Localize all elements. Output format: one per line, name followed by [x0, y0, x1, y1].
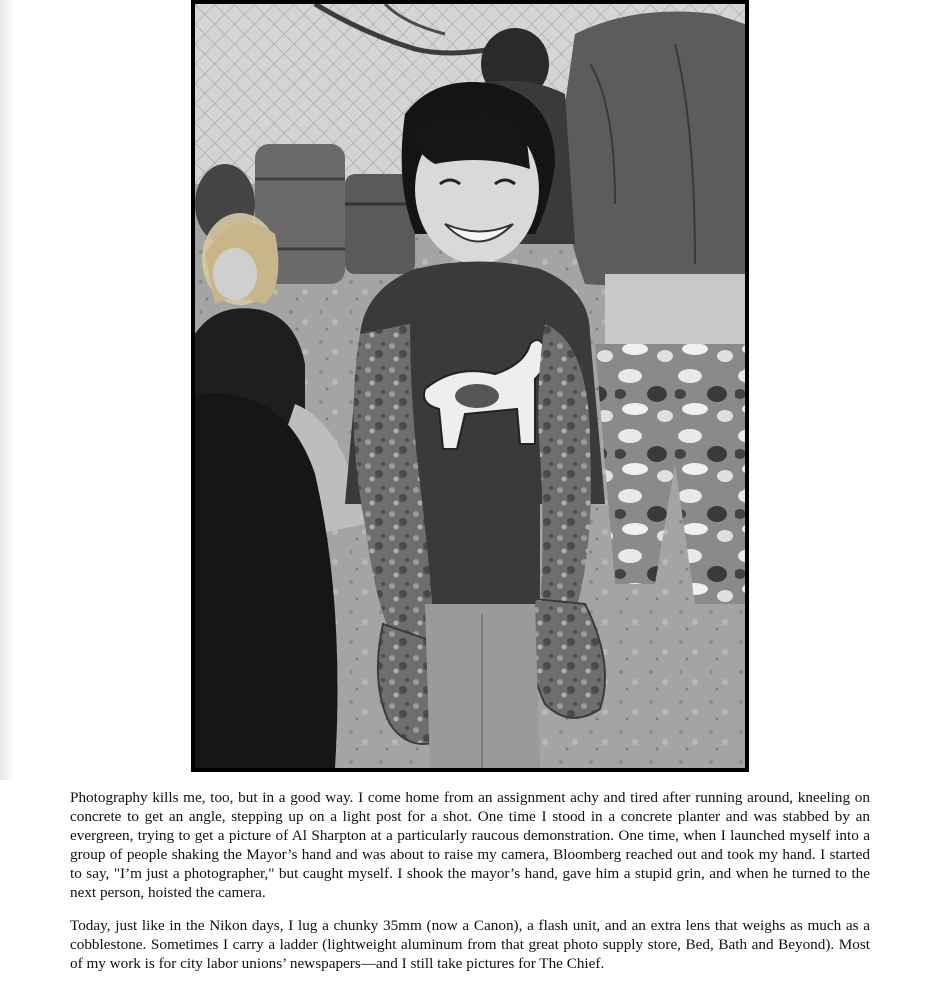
page-edge-shadow	[0, 0, 14, 780]
photo-frame	[191, 0, 749, 772]
paragraph: Photography kills me, too, but in a good way. I come home from an assignment achy and tired after running around, kneeling on concrete to get an angle, stepping up on a light post for a shot. One time I stood in a concrete planter and was stabbed by an evergreen, trying to get a picture of Al Sharpton at a particularly raucous demonstration. One time, when I launched myself into a group of people shaking the Mayor’s hand and was about to raise my camera, Bloomberg reached out and took my hand. I started to say, "I’m just a photographer," but caught myself. I shook the mayor’s hand, gave him a stupid grin, and when he turned to the next person, hoisted the camera.	[70, 789, 870, 901]
article-body	[70, 788, 870, 987]
paragraph: Today, just like in the Nikon days, I lug a chunky 35mm (now a Canon), a flash unit, and an extra lens that weighs as much as a cobblestone. Sometimes I carry a ladder (lightweight aluminum from that great photo supply store, Bed, Bath and Beyond). Most of my work is for city labor unions’ newspapers—and I still take pictures for The Chief.	[70, 917, 870, 972]
photo-girl-muddy-hands	[195, 4, 745, 768]
